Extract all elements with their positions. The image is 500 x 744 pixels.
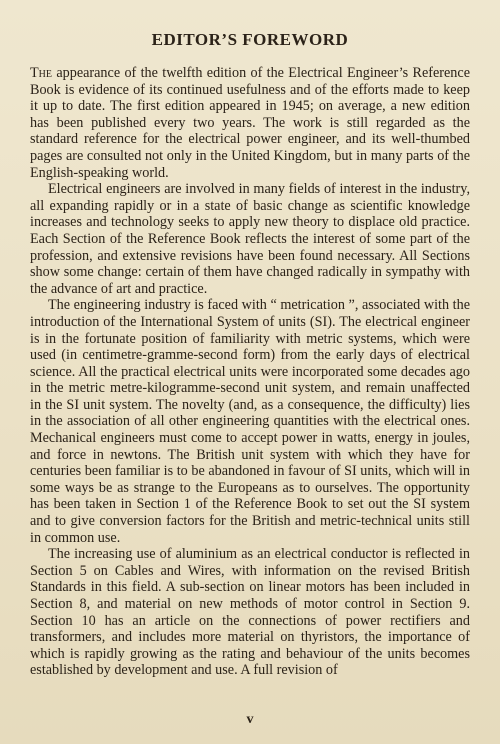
paragraph-1-text: appearance of the twelfth edition of the Electrical Engineer’s Reference Book is evidence of its continued usefulness and of the efforts made to keep it up to date. The first edition appeared in 1945; on average, a new edition has been published every two years. The work is still regarded as the standard reference for the electrical power engineer, and its well-thumbed pages are consulted not only in the United Kingdom, but in many parts of the English-speaking world. <box>30 65 470 181</box>
paragraph-2: Electrical engineers are involved in many fields of interest in the industry, all expanding rapidly or in a state of basic change as scientific knowledge increases and technology seeks to apply new theory to displace old practice. Each Section of the Reference Book reflects the interest of some part of the profession, and extensive revisions have been found necessary. All Sections show some change: certain of them have changed radically in sympathy with the advance of art and practice. <box>30 181 470 297</box>
page-title: EDITOR’S FOREWORD <box>151 30 349 49</box>
paragraph-1 <box>30 65 470 181</box>
paragraph-4: The increasing use of aluminium as an electrical conductor is reflected in Section 5 on Cables and Wires, with information on the revised British Standards in this field. A sub-section on linear motors has been included in Section 8, and material on new methods of motor control in Section 9. Section 10 has an article on the connections of power rectifiers and transformers, and includes more material on thyristors, the importance of which is rapidly growing as the rating and behaviour of the units becomes established by development and use. A full revision of <box>30 546 470 679</box>
foreword-body <box>30 65 470 679</box>
paragraph-1-opening-word: The <box>30 65 52 81</box>
paragraph-3: The engineering industry is faced with “ metrication ”, associated with the introduction of the International System of units (SI). The electrical engineer is in the fortunate position of familiarity with metric systems, which were used (in centimetre-gramme-second form) from the early days of electrical science. All the practical electrical units were incorporated some decades ago in the metric metre-kilogramme-second unit system, and remain unaffected in the SI unit system. The novelty (and, as a consequence, the difficulty) lies in the association of all other engineering quantities with the electrical ones. Mechanical engineers must come to accept power in watts, energy in joules, and force in newtons. The British unit system with which they have for centuries been familiar is to be abandoned in favour of SI units, which will in some ways be as strange to the Europeans as to ourselves. The opportunity has been taken in Section 1 of the Reference Book to set out the SI system and to give conversion factors for the British and metric-technical units still in common use. <box>30 297 470 546</box>
page-number: v <box>246 712 254 727</box>
